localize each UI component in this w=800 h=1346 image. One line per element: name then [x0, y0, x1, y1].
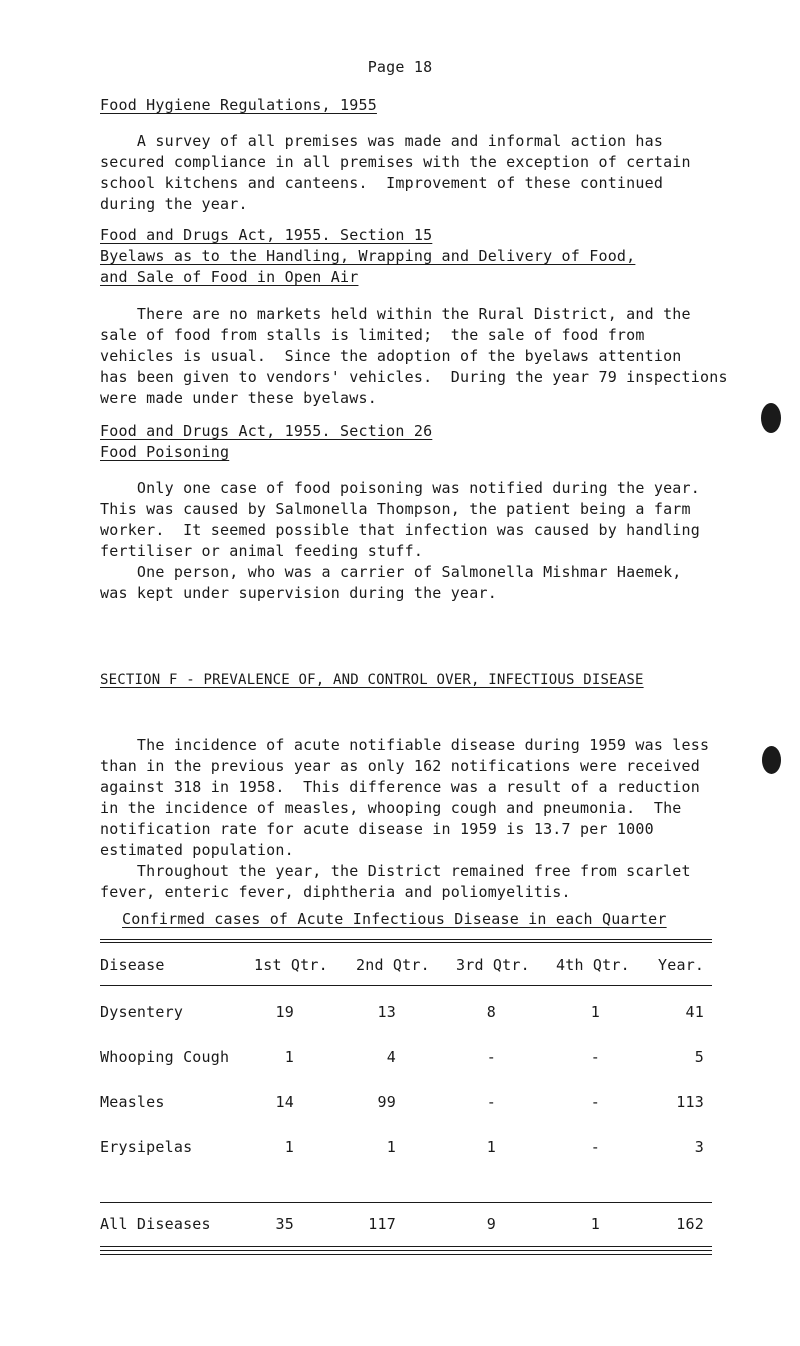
- text-line: worker. It seemed possible that infection was caused by handling: [100, 521, 700, 539]
- text-line: estimated population.: [100, 841, 294, 859]
- column-header-q2: 2nd Qtr.: [356, 956, 430, 974]
- column-header-disease: Disease: [100, 956, 165, 974]
- text-line: has been given to vendors' vehicles. During the year 79 inspections: [100, 368, 728, 386]
- text-line: were made under these byelaws.: [100, 389, 377, 407]
- column-header-year: Year.: [658, 956, 705, 974]
- table-cell: 8: [486, 1003, 496, 1021]
- table-top-rule: [100, 939, 712, 940]
- heading-open-air: and Sale of Food in Open Air: [100, 268, 359, 286]
- text-line: during the year.: [100, 195, 248, 213]
- heading-byelaws: Byelaws as to the Handling, Wrapping and Delivery of Food,: [100, 247, 636, 265]
- total-top-rule: [100, 1202, 712, 1203]
- table-cell: 5: [694, 1048, 704, 1066]
- text-line: in the incidence of measles, whooping cough and pneumonia. The: [100, 799, 682, 817]
- table-cell: 1: [284, 1138, 294, 1156]
- table-cell: 1: [386, 1138, 396, 1156]
- page-number: Page 18: [367, 58, 433, 76]
- table-cell: 1: [284, 1048, 294, 1066]
- heading-section-26: Food and Drugs Act, 1955. Section 26: [100, 422, 433, 440]
- text-line: This was caused by Salmonella Thompson, the patient being a farm: [100, 500, 691, 518]
- text-line: A survey of all premises was made and informal action has: [100, 132, 664, 150]
- table-cell: 1: [590, 1215, 600, 1233]
- table-bottom-rule-2: [100, 1250, 712, 1251]
- table-cell: 117: [368, 1215, 396, 1233]
- text-line: than in the previous year as only 162 notifications were received: [100, 757, 700, 775]
- text-line: fever, enteric fever, diphtheria and poliomyelitis.: [100, 883, 571, 901]
- paragraph-infectious-disease: [100, 735, 740, 903]
- table-cell: -: [486, 1093, 496, 1111]
- text-line: school kitchens and canteens. Improvement of these continued: [100, 174, 664, 192]
- paragraph-food-poisoning: [100, 478, 740, 604]
- table-bottom-rule: [100, 1246, 712, 1247]
- text-line: There are no markets held within the Rural District, and the: [100, 305, 691, 323]
- heading-food-hygiene: Food Hygiene Regulations, 1955: [100, 96, 377, 114]
- text-line: sale of food from stalls is limited; the sale of food from: [100, 326, 645, 344]
- table-cell: 1: [590, 1003, 600, 1021]
- table-cell: 19: [275, 1003, 294, 1021]
- text-line: Throughout the year, the District remained free from scarlet: [100, 862, 691, 880]
- heading-food-poisoning: Food Poisoning: [100, 443, 230, 461]
- table-cell: -: [486, 1048, 496, 1066]
- table-cell: -: [590, 1138, 600, 1156]
- table-cell: 113: [676, 1093, 704, 1111]
- text-line: was kept under supervision during the year.: [100, 584, 497, 602]
- text-line: Only one case of food poisoning was notified during the year.: [100, 479, 700, 497]
- table-cell: 9: [486, 1215, 496, 1233]
- column-header-q1: 1st Qtr.: [254, 956, 328, 974]
- column-header-q4: 4th Qtr.: [556, 956, 630, 974]
- table-cell: 162: [676, 1215, 704, 1233]
- table-cell: -: [590, 1048, 600, 1066]
- paragraph-food-hygiene: [100, 131, 740, 215]
- paragraph-byelaws: [100, 304, 740, 409]
- table-row-erysipelas: Erysipelas: [100, 1138, 193, 1156]
- table-top-rule-2: [100, 942, 712, 943]
- text-line: One person, who was a carrier of Salmonella Mishmar Haemek,: [100, 563, 682, 581]
- heading-section-15: Food and Drugs Act, 1955. Section 15: [100, 226, 433, 244]
- table-row-dysentery: Dysentery: [100, 1003, 184, 1021]
- punch-hole-mark: [761, 403, 781, 433]
- table-cell: 3: [694, 1138, 704, 1156]
- heading-section-f: SECTION F - PREVALENCE OF, AND CONTROL OVER, INFECTIOUS DISEASE: [100, 672, 644, 688]
- table-cell: 4: [386, 1048, 396, 1066]
- table-row-all-diseases: All Diseases: [100, 1215, 211, 1233]
- text-line: vehicles is usual. Since the adoption of the byelaws attention: [100, 347, 682, 365]
- column-header-q3: 3rd Qtr.: [456, 956, 530, 974]
- text-line: The incidence of acute notifiable disease during 1959 was less: [100, 736, 710, 754]
- table-cell: 13: [377, 1003, 396, 1021]
- table-bottom-rule-3: [100, 1254, 712, 1255]
- text-line: against 318 in 1958. This difference was a result of a reduction: [100, 778, 700, 796]
- table-cell: -: [590, 1093, 600, 1111]
- header-bottom-rule: [100, 985, 712, 986]
- table-cell: 99: [377, 1093, 396, 1111]
- text-line: fertiliser or animal feeding stuff.: [100, 542, 424, 560]
- table-cell: 35: [275, 1215, 294, 1233]
- table-cell: 14: [275, 1093, 294, 1111]
- punch-hole-mark: [762, 746, 781, 774]
- table-row-whooping-cough: Whooping Cough: [100, 1048, 230, 1066]
- text-line: secured compliance in all premises with the exception of certain: [100, 153, 691, 171]
- table-cell: 41: [685, 1003, 704, 1021]
- table-caption: Confirmed cases of Acute Infectious Disease in each Quarter: [122, 910, 667, 928]
- table-row-measles: Measles: [100, 1093, 165, 1111]
- text-line: notification rate for acute disease in 1959 is 13.7 per 1000: [100, 820, 654, 838]
- table-cell: 1: [486, 1138, 496, 1156]
